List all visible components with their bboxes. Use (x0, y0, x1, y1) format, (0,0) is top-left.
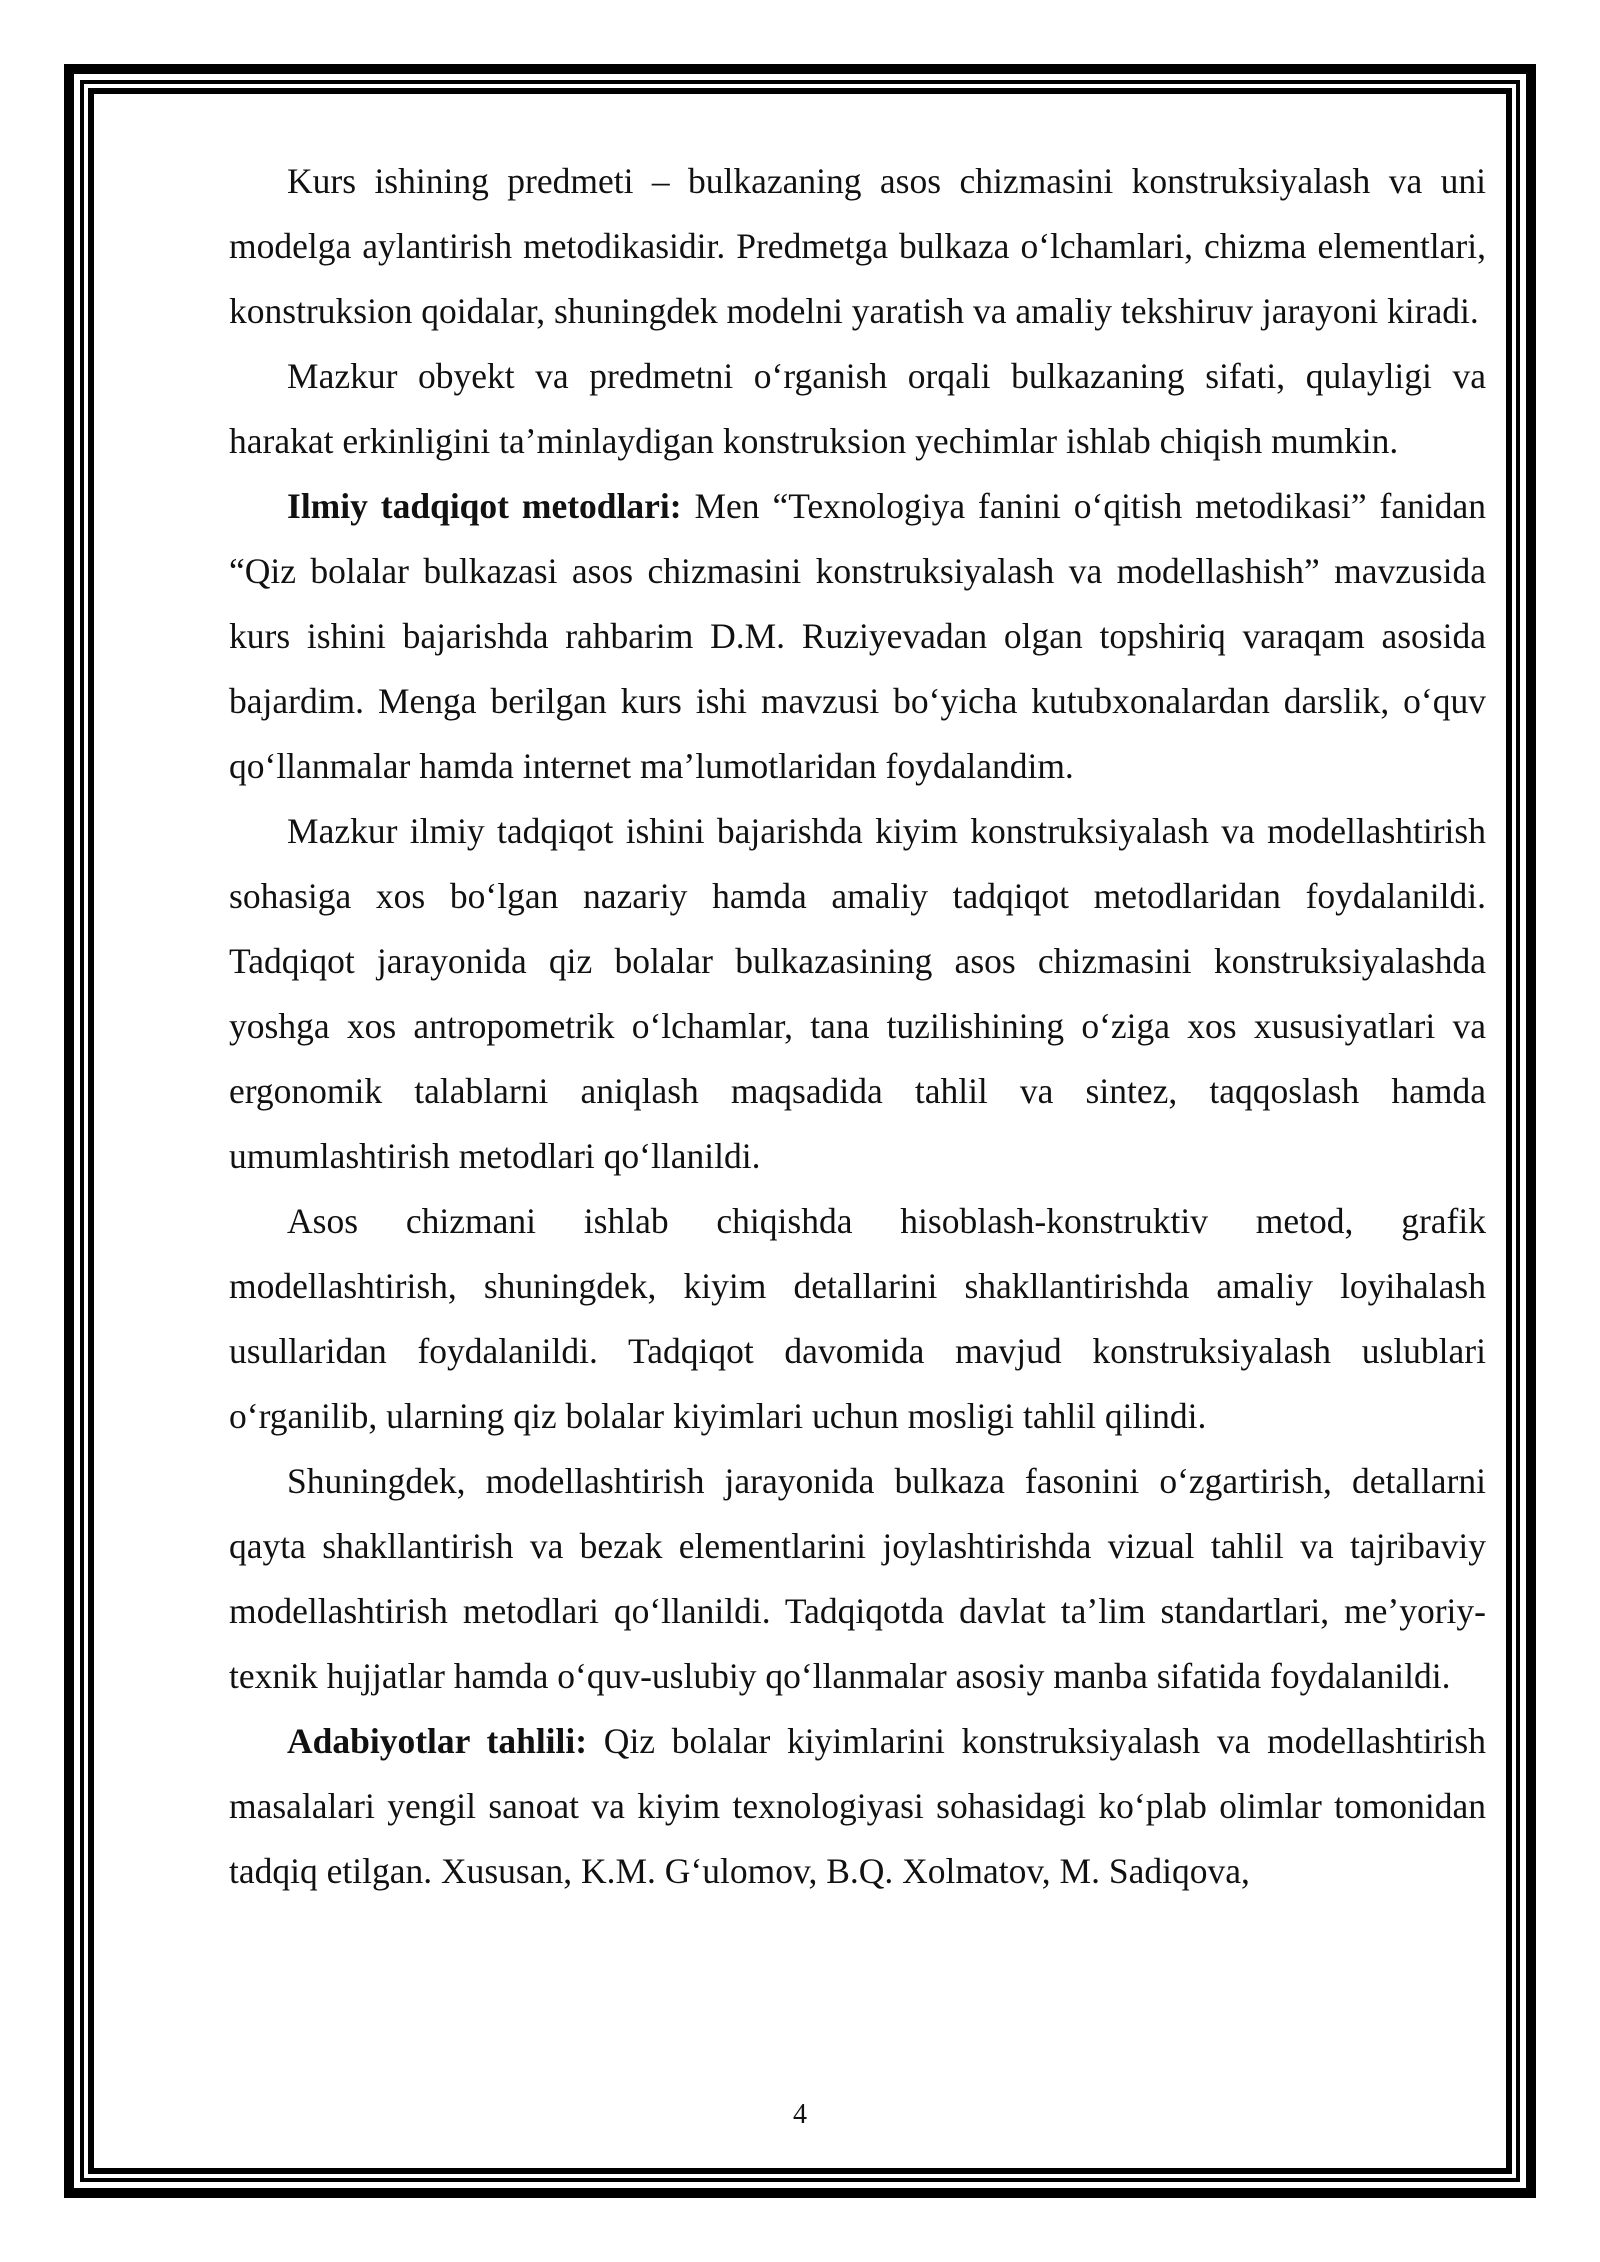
paragraph-text: Kurs ishining predmeti – bulkazaning asos chizmasini konstruksiyalash va uni modelga aylantirish metodikasidir. Predmetga bulkaza oʻlchamlari, chizma elementlari, konstruksion qoidalar, shuningdek modelni yaratish va amaliy tekshiruv jarayoni kiradi. (229, 161, 1486, 331)
paragraph (229, 1709, 1486, 1904)
paragraph-text: Shuningdek, modellashtirish jarayonida bulkaza fasonini oʻzgartirish, detallarni qayta shakllantirish va bezak elementlarini joylashtirishda vizual tahlil va tajribaviy modellashtirish metodlari qoʻllanildi. Tadqiqotda davlat taʼlim standartlari, meʼyoriy-texnik hujjatlar hamda oʻquv-uslubiy qoʻllanmalar asosiy manba sifatida foydalanildi. (229, 1461, 1486, 1696)
paragraph (229, 149, 1486, 344)
paragraph-lead: Adabiyotlar tahlili: (287, 1721, 588, 1761)
paragraph (229, 474, 1486, 799)
paragraph-text: Asos chizmani ishlab chiqishda hisoblash-konstruktiv metod, grafik modellashtirish, shuningdek, kiyim detallarini shakllantirishda amaliy loyihalash usullaridan foydalanildi. Tadqiqot davomida mavjud konstruksiyalash uslublari oʻrganilib, ularning qiz bolalar kiyimlari uchun mosligi tahlil qilindi. (229, 1201, 1486, 1436)
paragraph-text: Mazkur obyekt va predmetni oʻrganish orqali bulkazaning sifati, qulayligi va harakat erkinligini taʼminlaydigan konstruksion yechimlar ishlab chiqish mumkin. (229, 356, 1486, 461)
page-number: 4 (793, 2099, 807, 2130)
paragraph (229, 1449, 1486, 1709)
paragraph (229, 344, 1486, 474)
paragraph-text: Qiz bolalar kiyimlarini konstruksiyalash va modellashtirish masalalari yengil sanoat va kiyim texnologiyasi sohasidagi koʻplab olimlar tomonidan tadqiq etilgan. Xususan, K.M. Gʻulomov, B.Q. Xolmatov, M. Sadiqova, (229, 1721, 1486, 1891)
paragraph (229, 799, 1486, 1189)
paragraph (229, 1189, 1486, 1449)
paragraph-text: Mazkur ilmiy tadqiqot ishini bajarishda kiyim konstruksiyalash va modellashtirish sohasiga xos boʻlgan nazariy hamda amaliy tadqiqot metodlaridan foydalanildi. Tadqiqot jarayonida qiz bolalar bulkazasining asos chizmasini konstruksiyalashda yoshga xos antropometrik oʻlchamlar, tana tuzilishining oʻziga xos xususiyatlari va ergonomik talablarni aniqlash maqsadida tahlil va sintez, taqqoslash hamda umumlashtirish metodlari qoʻllanildi. (229, 811, 1486, 1176)
paragraph-text: Men “Texnologiya fanini oʻqitish metodikasi” fanidan “Qiz bolalar bulkazasi asos chizmasini konstruksiyalash va modellashish” mavzusida kurs ishini bajarishda rahbarim D.M. Ruziyevadan olgan topshiriq varaqam asosida bajardim. Menga berilgan kurs ishi mavzusi boʻyicha kutubxonalardan darslik, oʻquv qoʻllanmalar hamda internet maʼlumotlaridan foydalandim. (229, 486, 1486, 786)
paragraph-lead: Ilmiy tadqiqot metodlari: (287, 486, 682, 526)
document-body (229, 149, 1486, 1904)
